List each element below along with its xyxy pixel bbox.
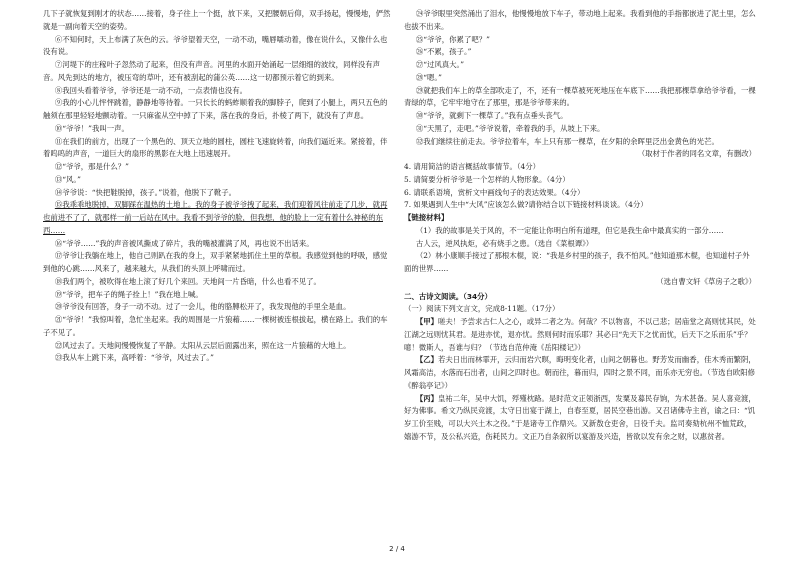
classical-text-yi [404,354,756,392]
paragraph: ⑰爷爷让我躺在地上，他自己则趴在我的身上，双手紧紧地抓住土里的草根。我感觉到他的呼吸，感觉到他的心跳……风来了，越来越大，从我们的头顶上呼啸而过。 [43,251,388,273]
text-label: 【甲】 [415,317,439,326]
subsection-heading: （一）阅读下列文言文，完成8-11题。（17分） [404,304,560,314]
paragraph: ⑬“风。” [54,174,81,184]
text-body: 嗟夫！予尝求古仁人之心，或异二者之为。何哉？不以物喜，不以己悲；居庙堂之高则忧其民，处江湖之远则忧其君。是进亦忧，退亦忧。然则何时而乐耶？其必曰“先天下之忧而忧，后天下之乐而乐”乎？噫！微斯人，吾谁与归？（节选自范仲淹《岳阳楼记》） [404,317,756,352]
paragraph: ㉒风过去了。天地间慢慢恢复了平静。太阳从云层后面露出来，照在这一片狼藉的大地上。 [54,340,351,350]
paragraph: ⑪在我们的前方，出现了一个黑色的、顶天立地的圆柱，圆柱飞速旋转着，向我们逼近来。紧接着，伴着呜呜的声音，一道巨大的扇形的黑影在大地上迅速展开。 [43,136,388,159]
text-label: 【丙】 [415,393,439,403]
underlined-paragraph: ⑮我乖乖地脱掉，双脚踩在温热的土地上。我的身子被爷爷拽了起来，我们迎着风往前走了几步，就再也前进不了了，就那样一前一后站在风中。我看不到爷爷的脸，但我想，他的脸上一定有着什么神秘的东西…… [43,200,388,235]
paragraph: ㉜我们继续往前走去。爷爷拉着车，车上只有那一棵草，在夕阳的余晖里泛出金黄色的光芒。 [415,136,719,146]
page-number: 2 / 4 [389,545,405,553]
paragraph: ⑥不知何时，天上布满了灰色的云。爷爷望着天空，一动不动，嘴唇嚅动着，像在说什么，又像什么也没有说。 [43,34,388,57]
paragraph: ⑩“爷爷！”我叫一声。 [54,123,129,133]
paragraph: ㉖“不累，孩子。” [415,47,472,57]
question-5: 5. 请简要分析爷爷是一个怎样的人物形象。（4分） [404,174,570,184]
paragraph: ㉗“过风真大。” [415,60,465,69]
paragraph: ㉚“爷爷，就剩下一棵草了。”我有点垂头丧气。 [415,111,568,120]
text-body: 皇祐二年，吴中大饥，殍殣枕路。是时范文正领浙西，发粟及募民存饷，为术甚备。吴人喜竞渡，好为佛事。希文乃纵民竞渡，太守日出宴于湖上，自春至夏，居民空巷出游。又召诸佛寺主首，谕之曰：“饥岁工价至贱，可以大兴土木之役。”于是诸寺工作鼎兴。又新敖仓吏舍，日役千夫。监司奏劾杭州不恤荒政，嬉游不节，及公私兴造，伤耗民力。文正乃自条叙所以宴游及兴造，皆欲以发有余之财，以惠贫者。 [404,393,756,441]
paragraph: ⑭爷爷说：“快把鞋脱掉，孩子。”说着，他脱下了靴子。 [54,187,237,197]
question-4: 4. 请用简洁的语言概括故事情节。（4分） [404,162,541,171]
right-column [404,8,756,444]
paragraph: ㉑“爷爷！”我惊叫着，急忙坐起来。我的周围是一片狼藉……一棵树被连根拔起，横在路上。我们的车子不见了。 [43,315,388,337]
text-label: 【乙】 [415,355,439,365]
paragraph: ⑨我的小心儿怦怦跳着，静静地等待着。一只长长的蚂蚱顺着我的脚脖子，爬到了小腿上，两只五色的触须在那里轻轻地颤动着。一只麻雀从空中掉了下来，落在我的身后，扑棱了两下，就没有了声息。 [43,98,388,120]
paragraph: ⑲“爷爷，把车子的绳子拴上！”我在地上喊。 [54,289,203,299]
paragraph: ⑱我们两个，被吹得在地上滚了好几个来回。天地间一片昏暗，什么也看不见了。 [54,276,321,286]
paragraph: ⑫“爷爷，那是什么？” [54,162,129,171]
text-body: 若夫日出而林霏开，云归而岩穴暝，晦明变化者，山间之朝暮也。野芳发而幽香，佳木秀而繁阴，风霜高洁，水落而石出者，山间之四时也。朝而往，暮而归，四时之景不同，而乐亦无穷也。（节选自欧阳修《醉翁亭记》） [404,355,756,390]
link-material-1: （1）我的故事是关于风的，不一定能让你明白所有道理，但它是我生命中最真实的一部分…… [415,225,724,235]
classical-text-jia [404,316,756,354]
link-material-title: 【链接材料】 [404,213,449,222]
link-material-2: （2）林小康顺手接过了那根木棍，说：“我是乡村里的孩子，我不怕风。”他知道那木棍，也知道村子外面的世界…… [404,251,750,273]
paragraph: ⑧我回头看着爷爷，爷爷还是一动不动，一点表情也没有。 [54,85,247,95]
question-7: 7. 如果遇到人生中“大风”应该怎么做?请你结合以下链接材料谈谈。（4分） [404,200,648,210]
source-note: （取材于作者的同名文章，有删改） [637,149,756,159]
section-heading: 二、古诗文阅读。（34分） [404,291,492,301]
paragraph: ㉓我从车上跳下来，高呼着：“爷爷，风过去了。” [54,353,214,363]
paragraph: ㉔爷爷眼里突然涌出了泪水，他慢慢地放下车子，带动地上起来。我看到他的手指都嵌进了泥土里，怎么也拔不出来。 [404,9,756,31]
paragraph: ⑳爷爷没有回答，身子一动不动。过了一会儿，他的胳膊松开了，我发现他的手里全是血。 [54,302,351,312]
question-6: 6. 请联系语境，赏析文中画线句子的表达效果。（4分） [404,187,585,197]
paragraph: ㉘“嗯。” [415,72,442,82]
link-source: （选自曹文轩《草房子之歌》） [656,276,756,286]
classical-text-bing [404,393,756,444]
paragraph: ㉛“天黑了，走吧。”爷爷说着，牵着我的手，从坡上下来。 [415,123,605,133]
link-material-quote: 古人云，逆风执炬，必有烧手之患。（选自《菜根谭》） [415,238,594,248]
paragraph: ⑦河堤下的庄稼叶子忽然动了起来，但没有声音。河里的水面开始涌起一层细细的波纹，同样没有声音。风先到达的地方，被压弯的草叶，还有被刮起的蒲公英……这一切都预示着它的到来。 [43,60,381,82]
paragraph: ㉙就把我们车上的草全部吹走了，不，还有一棵草被死死地压在车底下……我把那棵草拿给爷爷看，一棵青绿的草，它牢牢地守在了那里，那是爷爷带来的。 [404,85,756,108]
paragraph: ㉕“爷爷，你累了吧？” [415,34,490,44]
paragraph: 几下子就恢复到刚才的状态……接着，身子往上一个挺，放下来，又把腰朝后仰，双手扬起，慢慢地，俨然就是一副向着天空的姿势。 [43,9,391,31]
left-column [43,8,393,365]
paragraph: ⑯“爷爷……”我的声音被风撕成了碎片，我的嘴被灌满了风，再也说不出话来。 [54,238,314,248]
